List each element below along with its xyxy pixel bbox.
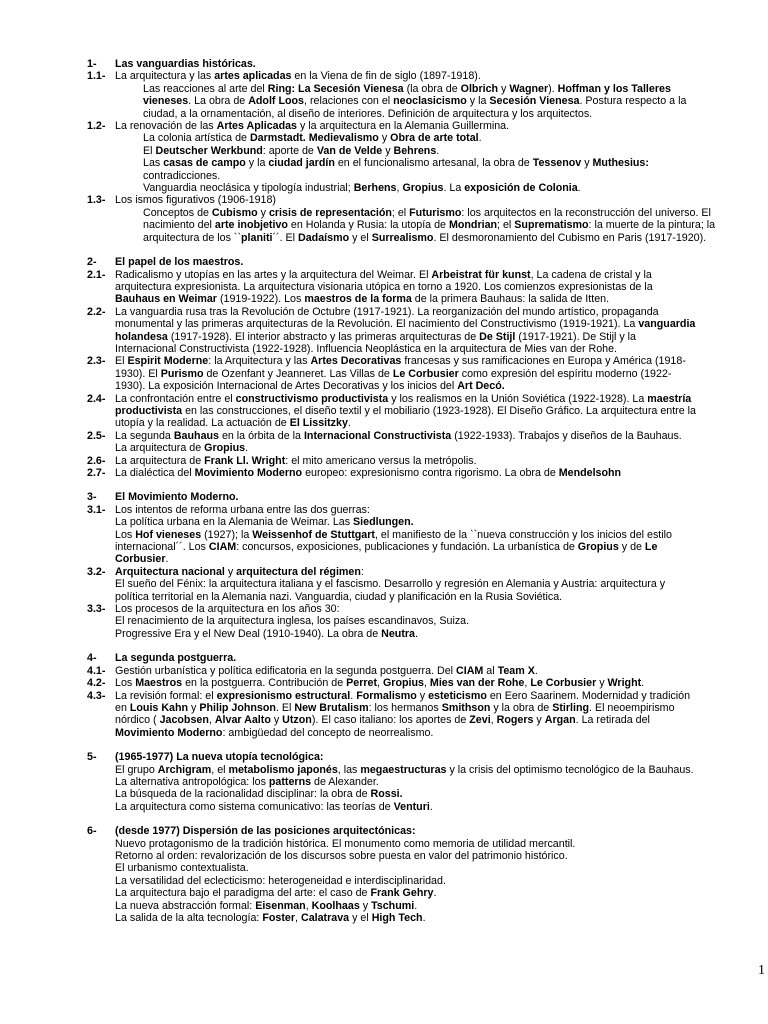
text-line: La arquitectura y las artes aplicadas en la Viena de fin de siglo (1897-1918). (115, 70, 481, 83)
subsection-body (115, 690, 723, 740)
text-line: holandesa (1917-1928). El interior abstracto y las primeras arquitecturas de De Stijl (1917-1921). De Stijl y la (115, 330, 636, 343)
subsection-body (115, 566, 723, 603)
section (87, 491, 723, 640)
text-line: Radicalismo y utopías en las artes y la arquitectura del Weimar. El Arbeistrat für kunst, La cadena de cristal y la (115, 268, 652, 281)
text-line: Los procesos de la arquitectura en los años 30: (115, 603, 340, 616)
text-line: Corbusier. (115, 553, 169, 566)
section-body (87, 764, 723, 814)
text-line: La confrontación entre el constructivismo productivista y los realismos en la Unión Soviética (1922-1928). La maestría (115, 392, 692, 405)
text-line: El urbanismo contextualista. (115, 862, 249, 875)
text-line: política territorial en la Alemania nazi. Vanguardia, ciudad y planificación en la Rusia Soviética. (115, 590, 563, 603)
section-number: 6- (87, 825, 97, 838)
section-heading (87, 751, 723, 763)
subsection (87, 603, 723, 640)
subsection (87, 467, 723, 479)
text-line: productivista en las construcciones, el diseño textil y el mobiliario (1923-1928). El Diseño Gráfico. La arquitectura entre la (115, 404, 696, 417)
section-heading (87, 256, 723, 268)
subsection-number: 2.3- (87, 355, 106, 368)
text-line: La versatilidad del eclecticismo: heterogeneidad e interdisciplinaridad. (115, 874, 446, 887)
section-number: 1- (87, 58, 97, 70)
subsection-body (115, 306, 723, 356)
section (87, 751, 723, 813)
text-line: Conceptos de Cubismo y crisis de representación; el Futurismo: los arquitectos en la reconstrucción del universo. El (143, 206, 711, 219)
subsection-number: 4.3- (87, 689, 106, 702)
text-line: internacional´´. Los CIAM: concursos, exposiciones, publicaciones y fundación. La urbanística de Gropius y de Le (115, 541, 658, 554)
subsection-number: 2.1- (87, 268, 106, 281)
page-number: 1 (758, 963, 765, 978)
text-line: La salida de la alta tecnología: Foster, Calatrava y el High Tech. (115, 912, 426, 924)
text-line: La vanguardia rusa tras la Revolución de Octubre (1917-1921). La reorganización del mundo artístico, propaganda (115, 305, 659, 318)
text-line: La revisión formal: el expresionismo estructural. Formalismo y esteticismo en Eero Saarinem. Modernidad y tradición (115, 689, 691, 702)
text-line: La segunda Bauhaus en la órbita de la Internacional Constructivista (1922-1933). Trabajos y diseños de la Bauhaus. (115, 429, 682, 442)
subsection-body (115, 665, 723, 677)
subsection (87, 430, 723, 455)
section (87, 256, 723, 479)
section-number: 4- (87, 652, 97, 665)
text-line: El renacimiento de la arquitectura inglesa, los países escandinavos, Suiza. (115, 615, 470, 628)
section-number: 2- (87, 256, 97, 269)
subsection-body (115, 677, 723, 689)
text-line: El sueño del Fénix: la arquitectura italiana y el fascismo. Desarrollo y regresión en Alemania y Austria: arquitectura y (115, 578, 666, 591)
text-line: Los ismos figurativos (1906-1918) (115, 194, 276, 207)
subsection (87, 120, 723, 194)
section (87, 58, 723, 244)
section (87, 825, 723, 924)
text-line: 1930). El Purismo de Ozenfant y Jeanneret. Las Villas de Le Corbusier como expresión del espíritu moderno (1922- (115, 367, 672, 380)
text-line: 1930). La exposición Internacional de Artes Decorativas y los inicios del Art Decó. (115, 380, 505, 393)
subsection-number: 2.6- (87, 454, 106, 467)
subsection-number: 3.2- (87, 565, 106, 578)
text-line: Arquitectura nacional y arquitectura del régimen: (115, 565, 364, 578)
section-heading (87, 652, 723, 664)
subsection-body (115, 355, 723, 392)
section-title: El papel de los maestros. (115, 256, 244, 269)
subsection-body (115, 120, 723, 194)
section-body (87, 838, 723, 925)
subsection-number: 3.1- (87, 503, 106, 516)
text-line: nacimiento del arte inobjetivo en Holanda y Rusia: la utopía de Mondrian; el Suprematismo: la muerte de la pintura; la (143, 219, 716, 232)
subsection-body (115, 455, 723, 467)
text-line: Bauhaus en Weimar (1919-1922). Los maestros de la forma de la primera Bauhaus: la salida de Itten. (115, 293, 610, 306)
text-line: La arquitectura de Gropius. (115, 442, 249, 455)
section-title: (desde 1977) Dispersión de las posiciones arquitectónicas: (115, 825, 416, 838)
text-line: vieneses. La obra de Adolf Loos, relaciones con el neoclasicismo y la Secesión Vienesa. Postura respecto a la (143, 95, 687, 108)
subsection-number: 1.1- (87, 70, 106, 83)
text-line: La dialéctica del Movimiento Moderno europeo: expresionismo contra rigorismo. La obra de Mendelsohn (115, 467, 622, 479)
section-number: 3- (87, 491, 97, 504)
text-line: arquitectura expresionista. La arquitectura visionaria utópica en torno a 1920. Los comienzos expresionistas de la (115, 280, 653, 293)
text-line: Gestión urbanística y política edificatoria en la segunda postguerra. Del CIAM al Team X. (115, 664, 538, 677)
text-line: ciudad, a la ornamentación, al diseño de interiores. Definición de arquitectura y los arquitectos. (143, 107, 593, 120)
text-line: Los Maestros en la postguerra. Contribución de Perret, Gropius, Mies van der Rohe, Le Corbusier y Wright. (115, 677, 645, 690)
subsection (87, 393, 723, 430)
subsection-body (115, 194, 723, 244)
subsection-body (115, 430, 723, 455)
subsection (87, 665, 723, 677)
section-title: (1965-1977) La nueva utopía tecnológica: (115, 751, 324, 764)
subsection-number: 4.2- (87, 677, 106, 690)
text-line: La arquitectura bajo el paradigma del arte: el caso de Frank Gehry. (115, 887, 437, 900)
text-line: utopía y la realidad. La actuación de El Lissitzky. (115, 417, 351, 430)
text-line: La política urbana en la Alemania de Weimar. Las Siedlungen. (115, 516, 414, 529)
subsection-number: 2.2- (87, 305, 106, 318)
text-line: La arquitectura como sistema comunicativo: las teorías de Venturi. (115, 800, 433, 813)
subsection-body (115, 269, 723, 306)
text-line: La colonia artística de Darmstadt. Medievalismo y Obra de arte total. (143, 132, 482, 145)
subsection-body (115, 504, 723, 566)
text-line: El Deutscher Werkbund: aporte de Van de Velde y Behrens. (143, 144, 440, 157)
text-line: Retorno al orden: revalorización de los discursos sobre puesta en valor del patrimonio histórico. (115, 849, 568, 862)
subsection (87, 690, 723, 740)
text-line: Internacional Constructivista (1922-1928). Influencia Neoplástica en la arquitectura de Mies van der Rohe. (115, 342, 617, 355)
text-line: La arquitectura de Frank Ll. Wright: el mito americano versus la metrópolis. (115, 454, 477, 467)
subsection-number: 1.3- (87, 194, 106, 207)
subsection (87, 194, 723, 244)
subsection-number: 4.1- (87, 664, 106, 677)
text-line: Progressive Era y el New Deal (1910-1940). La obra de Neutra. (115, 627, 418, 640)
text-line: en Louis Kahn y Philip Johnson. El New Brutalism: los hermanos Smithson y la obra de Stirling. El neoempirismo (115, 701, 675, 714)
text-line: La renovación de las Artes Aplicadas y la arquitectura en la Alemania Guillermina. (115, 120, 510, 133)
text-line: Los Hof vieneses (1927); la Weissenhof de Stuttgart, el manifiesto de la ``nueva construcción y los inicios del estilo (115, 528, 672, 541)
subsection-number: 2.4- (87, 392, 106, 405)
section-title: Las vanguardias históricas. (115, 58, 256, 70)
subsection-number: 2.7- (87, 467, 106, 479)
subsection (87, 455, 723, 467)
subsection (87, 306, 723, 356)
text-line: La búsqueda de la racionalidad disciplinar: la obra de Rossi. (115, 788, 403, 801)
text-line: El Espirit Moderne: la Arquitectura y las Artes Decorativas francesas y sus ramificaciones en Europa y América (1918- (115, 355, 686, 368)
section-number: 5- (87, 751, 97, 764)
subsection-number: 3.3- (87, 603, 106, 616)
subsection (87, 269, 723, 306)
text-line: Los intentos de reforma urbana entre las dos guerras: (115, 503, 370, 516)
text-line: contradicciones. (143, 169, 221, 182)
text-line: nórdico ( Jacobsen, Alvar Aalto y Utzon). El caso italiano: los aportes de Zevi, Rogers y Argan. La retirada del (115, 714, 650, 727)
document-body (87, 58, 723, 936)
subsection-number: 1.2- (87, 120, 106, 133)
text-line: monumental y las primeras arquitecturas de la Revolución. El nacimiento del Constructivismo (1919-1921). La vanguardia (115, 318, 696, 331)
text-line: Vanguardia neoclásica y tipología industrial; Berhens, Gropius. La exposición de Colonia. (143, 182, 581, 195)
text-line: Movimiento Moderno: ambigüedad del concepto de neorrealismo. (115, 726, 434, 739)
section-title: El Movimiento Moderno. (115, 491, 239, 504)
section-title: La segunda postguerra. (115, 652, 237, 665)
subsection (87, 355, 723, 392)
text-line: El grupo Archigram, el metabolismo japonés, las megaestructuras y la crisis del optimismo tecnológico de la Bauhaus. (115, 763, 694, 776)
subsection (87, 677, 723, 689)
section (87, 652, 723, 739)
subsection (87, 70, 723, 120)
section-heading (87, 491, 723, 503)
text-line: La nueva abstracción formal: Eisenman, Koolhaas y Tschumi. (115, 899, 418, 912)
subsection (87, 504, 723, 566)
subsection (87, 566, 723, 603)
subsection-body (115, 467, 723, 479)
section-heading (87, 825, 723, 837)
subsection-body (115, 603, 723, 640)
text-line: arquitectura de los ``planiti´´. El Dadaísmo y el Surrealismo. El desmoronamiento del Cubismo en Paris (1917-1920). (143, 231, 707, 244)
subsection-number: 2.5- (87, 429, 106, 442)
text-line: Las casas de campo y la ciudad jardín en el funcionalismo artesanal, la obra de Tessenov y Muthesius: (143, 157, 649, 170)
subsection-body (115, 70, 723, 120)
subsection-body (115, 393, 723, 430)
section-heading (87, 58, 723, 70)
text-line: La alternativa antropológica: los patterns de Alexander. (115, 775, 379, 788)
text-line: Nuevo protagonismo de la tradición histórica. El monumento como memoria de utilidad mercantil. (115, 837, 576, 850)
text-line: Las reacciones al arte del Ring: La Secesión Vienesa (la obra de Olbrich y Wagner). Hoffman y los Talleres (143, 82, 671, 95)
